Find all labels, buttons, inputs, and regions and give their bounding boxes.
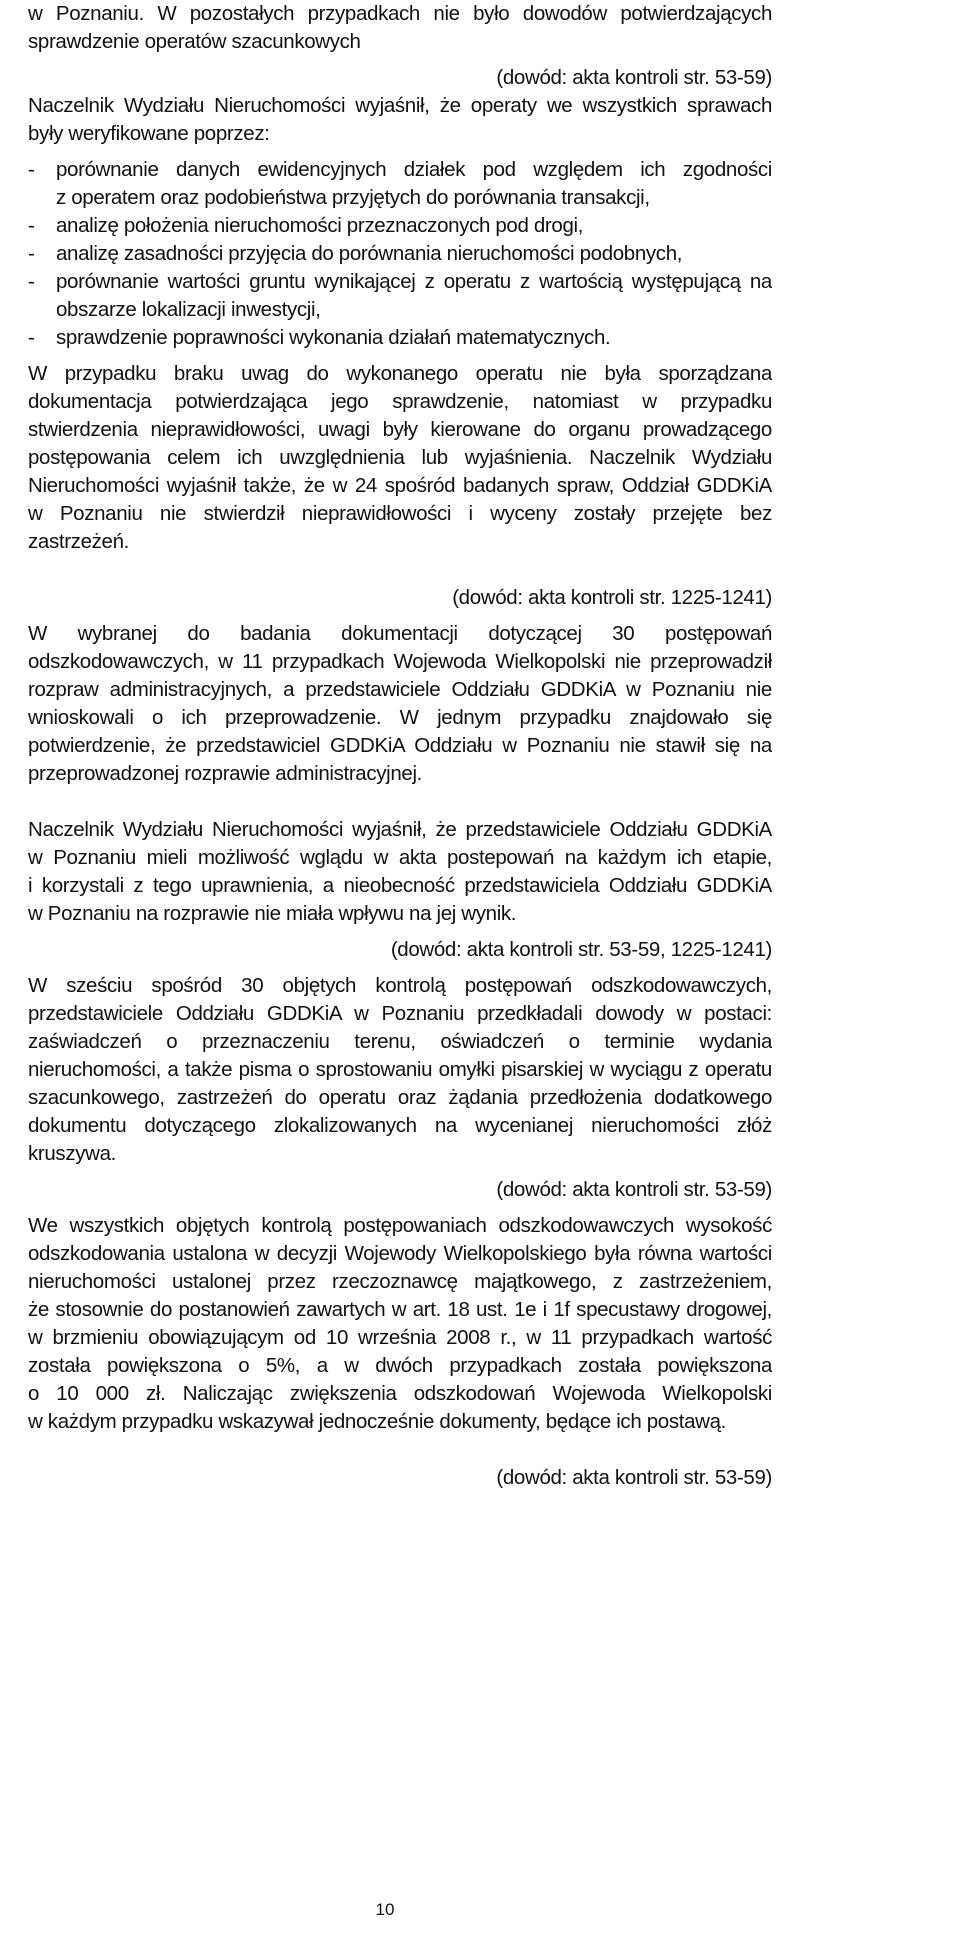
list-item-text: sprawdzenie poprawności wykonania działań matematycznych. bbox=[56, 326, 611, 349]
text-line: kruszywa. bbox=[28, 1142, 116, 1165]
list-dash: - bbox=[28, 158, 35, 181]
text-line: zastrzeżeń. bbox=[28, 530, 129, 553]
text-line: rozpraw administracyjnych, a przedstawiciele Oddziału GDDKiA w Poznaniu nie bbox=[28, 678, 772, 701]
list-item-text: porównanie danych ewidencyjnych działek pod względem ich zgodności bbox=[56, 158, 772, 181]
text-line: nieruchomości ustalonej przez rzeczoznawcę majątkowego, z zastrzeżeniem, bbox=[28, 1270, 772, 1293]
text-line: szacunkowego, zastrzeżeń do operatu oraz żądania przedłożenia dodatkowego bbox=[28, 1086, 772, 1109]
text-line: Naczelnik Wydziału Nieruchomości wyjaśnił, że operaty we wszystkich sprawach bbox=[28, 94, 772, 117]
text-line: w Poznaniu mieli możliwość wglądu w akta postepowań na każdym ich etapie, bbox=[28, 846, 772, 869]
text-line: W przypadku braku uwag do wykonanego operatu nie była sporządzana bbox=[28, 362, 772, 385]
list-dash: - bbox=[28, 326, 35, 349]
text-line: przeprowadzonej rozprawie administracyjnej. bbox=[28, 762, 422, 785]
text-line: postępowania celem ich uwzględnienia lub wyjaśnienia. Naczelnik Wydziału bbox=[28, 446, 772, 469]
text-line: nieruchomości, a także pisma o sprostowaniu omyłki pisarskiej w wyciągu z operatu bbox=[28, 1058, 772, 1081]
evidence-reference: (dowód: akta kontroli str. 53-59, 1225-1241) bbox=[390, 938, 772, 961]
text-line: i korzystali z tego uprawnienia, a nieobecność przedstawiciela Oddziału GDDKiA bbox=[28, 874, 772, 897]
text-line: wnioskowali o ich przeprowadzenie. W jednym przypadku znajdowało się bbox=[28, 706, 772, 729]
text-line: W sześciu spośród 30 objętych kontrolą postępowań odszkodowawczych, bbox=[28, 974, 772, 997]
evidence-reference: (dowód: akta kontroli str. 53-59) bbox=[496, 1178, 772, 1201]
text-line: odszkodowania ustalona w decyzji Wojewody Wielkopolskiego była równa wartości bbox=[28, 1242, 772, 1265]
list-dash: - bbox=[28, 242, 35, 265]
list-item bbox=[28, 212, 772, 240]
list-item bbox=[28, 324, 772, 352]
text-line: zaświadczeń o przeznaczeniu terenu, oświadczeń o terminie wydania bbox=[28, 1030, 772, 1053]
text-line: były weryfikowane poprzez: bbox=[28, 122, 270, 145]
text-line: dokumentacja potwierdzająca jego sprawdzenie, natomiast w przypadku bbox=[28, 390, 772, 413]
text-line: w Poznaniu na rozprawie nie miała wpływu na jej wynik. bbox=[28, 902, 517, 925]
text-line: w Poznaniu nie stwierdził nieprawidłowości i wyceny zostały przejęte bez bbox=[28, 502, 772, 525]
text-line: z operatem oraz podobieństwa przyjętych do porównania transakcji, bbox=[56, 186, 650, 209]
text-line: w każdym przypadku wskazywał jednocześnie dokumenty, będące ich postawą. bbox=[28, 1410, 726, 1433]
text-line: o 10 000 zł. Naliczając zwiększenia odszkodowań Wojewoda Wielkopolski bbox=[28, 1382, 772, 1405]
list-item-text: analizę zasadności przyjęcia do porównania nieruchomości podobnych, bbox=[56, 242, 683, 265]
text-line: Naczelnik Wydziału Nieruchomości wyjaśnił, że przedstawiciele Oddziału GDDKiA bbox=[28, 818, 772, 841]
text-line: obszarze lokalizacji inwestycji, bbox=[56, 298, 321, 321]
list-dash: - bbox=[28, 270, 35, 293]
page-number: 10 bbox=[375, 1900, 395, 1919]
list-item bbox=[28, 240, 772, 268]
text-line: że stosownie do postanowień zawartych w art. 18 ust. 1e i 1f specustawy drogowej, bbox=[28, 1298, 772, 1321]
text-line: Nieruchomości wyjaśnił także, że w 24 spośród badanych spraw, Oddział GDDKiA bbox=[28, 474, 772, 497]
list-item bbox=[28, 268, 772, 296]
text-line: przedstawiciele Oddziału GDDKiA w Poznaniu przedkładali dowody w postaci: bbox=[28, 1002, 772, 1025]
evidence-reference: (dowód: akta kontroli str. 1225-1241) bbox=[452, 586, 772, 609]
text-line: stwierdzenia nieprawidłowości, uwagi były kierowane do organu prowadzącego bbox=[28, 418, 772, 441]
document-page bbox=[28, 0, 772, 1492]
text-line: sprawdzenie operatów szacunkowych bbox=[28, 30, 361, 53]
text-line: dokumentu dotyczącego zlokalizowanych na wycenianej nieruchomości złóż bbox=[28, 1114, 772, 1137]
evidence-reference: (dowód: akta kontroli str. 53-59) bbox=[496, 1466, 772, 1489]
text-line: została powiększona o 5%, a w dwóch przypadkach została powiększona bbox=[28, 1354, 772, 1377]
evidence-reference: (dowód: akta kontroli str. 53-59) bbox=[496, 66, 772, 89]
text-line: W wybranej do badania dokumentacji dotyczącej 30 postępowań bbox=[28, 622, 772, 645]
text-line: w brzmieniu obowiązującym od 10 września 2008 r., w 11 przypadkach wartość bbox=[28, 1326, 772, 1349]
text-line: odszkodowawczych, w 11 przypadkach Wojewoda Wielkopolski nie przeprowadził bbox=[28, 650, 772, 673]
list-item-text: porównanie wartości gruntu wynikającej z operatu z wartością występującą na bbox=[56, 270, 772, 293]
list-dash: - bbox=[28, 214, 35, 237]
text-line: potwierdzenie, że przedstawiciel GDDKiA Oddziału w Poznaniu nie stawił się na bbox=[28, 734, 772, 757]
text-line: w Poznaniu. W pozostałych przypadkach nie było dowodów potwierdzających bbox=[28, 2, 772, 25]
list-item bbox=[28, 156, 772, 184]
text-line: We wszystkich objętych kontrolą postępowaniach odszkodowawczych wysokość bbox=[28, 1214, 772, 1237]
list-item-text: analizę położenia nieruchomości przeznaczonych pod drogi, bbox=[56, 214, 584, 237]
